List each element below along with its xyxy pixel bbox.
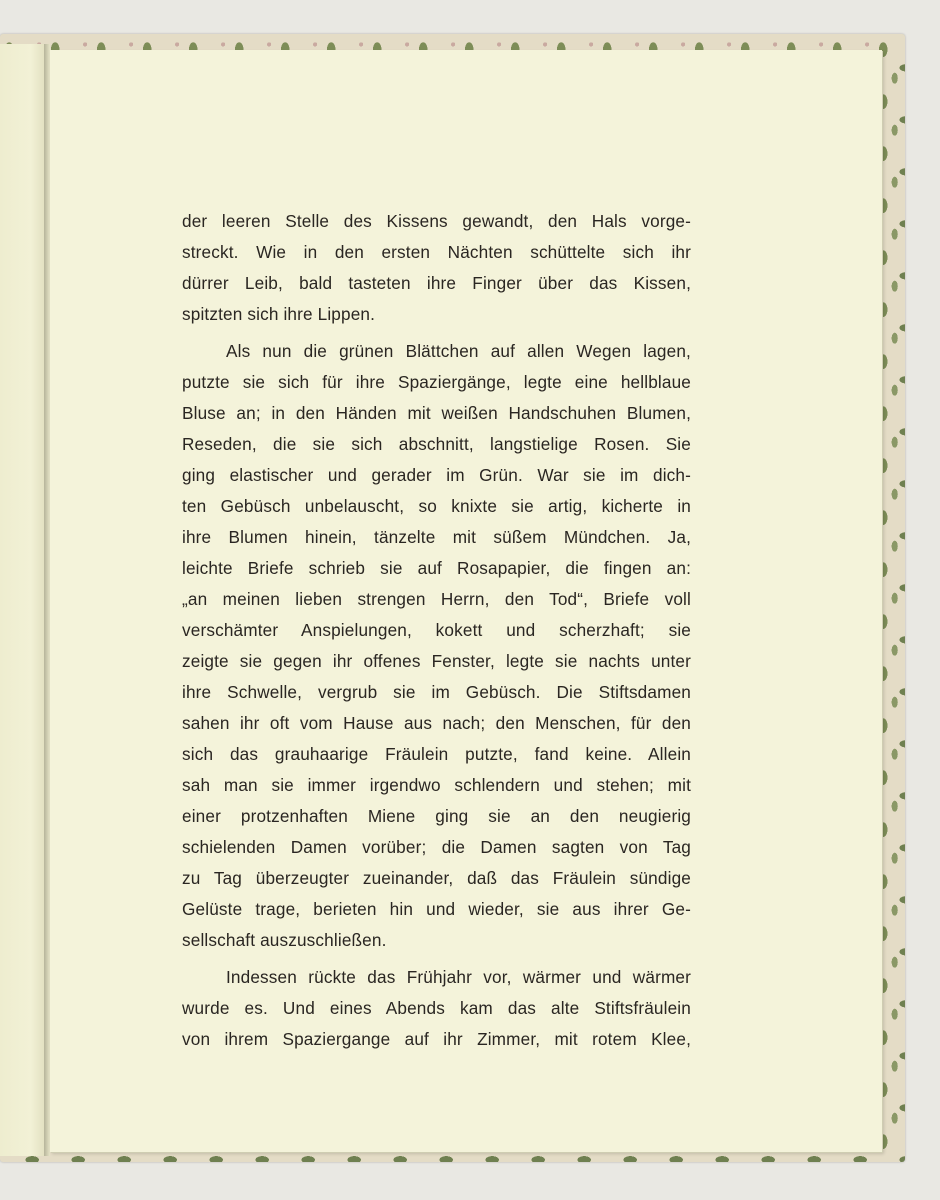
text-line: Reseden, die sie sich abschnitt, langstielige Rosen. Sie [182, 434, 691, 454]
text-line: Bluse an; in den Händen mit weißen Handschuhen Blumen, [182, 403, 691, 423]
text-line: sich das grauhaarige Fräulein putzte, fand keine. Allein [182, 744, 691, 764]
text-line: von ihrem Spaziergange auf ihr Zimmer, mit rotem Klee, [182, 1029, 691, 1049]
text-line: zu Tag überzeugter zueinander, daß das Fräulein sündige [182, 868, 691, 888]
text-line: dürrer Leib, bald tasteten ihre Finger über das Kissen, [182, 273, 691, 293]
text-line: sellschaft auszuschließen. [182, 930, 387, 950]
text-line: leichte Briefe schrieb sie auf Rosapapier, die fingen an: [182, 558, 691, 578]
text-line: Als nun die grünen Blättchen auf allen Wegen lagen, [226, 341, 691, 361]
text-line: ihre Schwelle, vergrub sie im Gebüsch. Die Stiftsdamen [182, 682, 691, 702]
text-line: verschämter Anspielungen, kokett und scherzhaft; sie [182, 620, 691, 640]
text-line: Gelüste trage, berieten hin und wieder, sie aus ihrer Ge- [182, 899, 691, 919]
text-line: einer protzenhaften Miene ging sie an den neugierig [182, 806, 691, 826]
page-body-text [182, 206, 691, 1055]
text-line: „an meinen lieben strengen Herrn, den Tod“, Briefe voll [182, 589, 691, 609]
left-page-edge [0, 44, 45, 1156]
text-line: der leeren Stelle des Kissens gewandt, den Hals vorge- [182, 211, 691, 231]
text-line: schielenden Damen vorüber; die Damen sagten von Tag [182, 837, 691, 857]
text-line: spitzten sich ihre Lippen. [182, 304, 376, 324]
text-line: ten Gebüsch unbelauscht, so knixte sie artig, kicherte in [182, 496, 691, 516]
text-line: streckt. Wie in den ersten Nächten schüttelte sich ihr [182, 242, 691, 262]
text-line: ihre Blumen hinein, tänzelte mit süßem Mündchen. Ja, [182, 527, 691, 547]
text-line: ging elastischer und gerader im Grün. War sie im dich- [182, 465, 691, 485]
text-line: putzte sie sich für ihre Spaziergänge, legte eine hellblaue [182, 372, 691, 392]
text-line: sah man sie immer irgendwo schlendern und stehen; mit [182, 775, 691, 795]
text-line: sahen ihr oft vom Hause aus nach; den Menschen, für den [182, 713, 691, 733]
right-page [50, 50, 882, 1152]
text-line: Indessen rückte das Frühjahr vor, wärmer und wärmer [226, 967, 691, 987]
text-line: zeigte sie gegen ihr offenes Fenster, legte sie nachts unter [182, 651, 691, 671]
text-line: wurde es. Und eines Abends kam das alte Stiftsfräulein [182, 998, 691, 1018]
